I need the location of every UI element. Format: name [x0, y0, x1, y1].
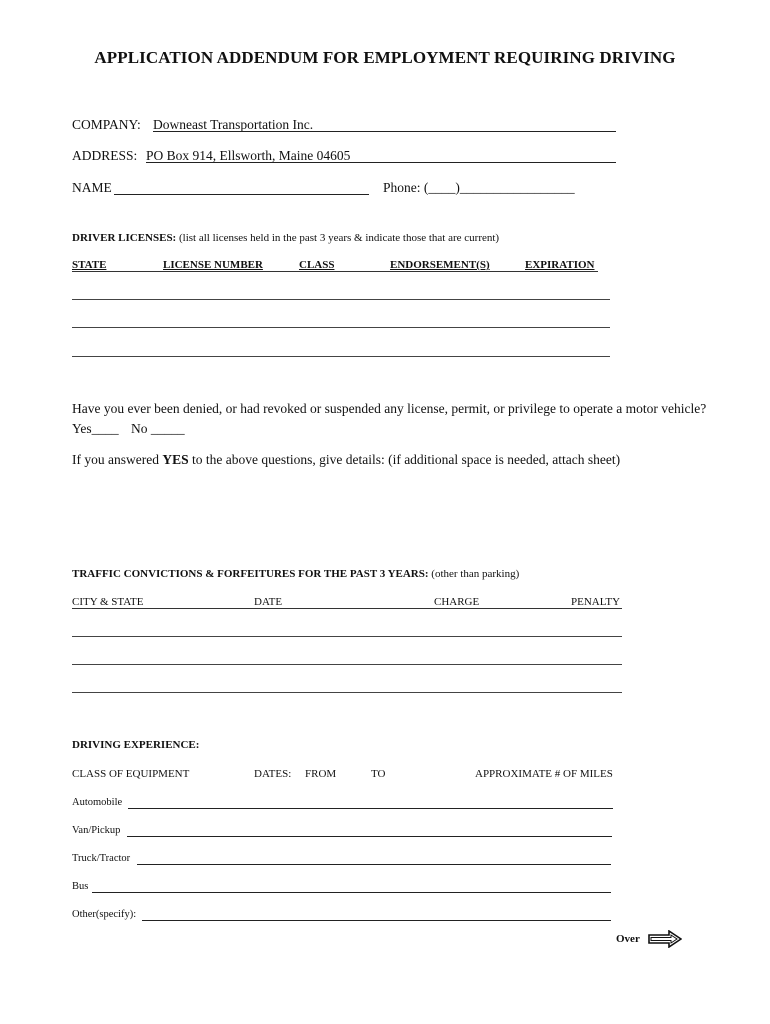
experience-row-van-pickup: Van/Pickup: [72, 825, 121, 836]
name-label: NAME: [72, 180, 112, 195]
licenses-col-expiration: EXPIRATION: [525, 259, 595, 271]
licenses-header-underline: [72, 271, 598, 272]
licenses-heading: DRIVER LICENSES:: [72, 232, 177, 244]
denied-question: Have you ever been denied, or had revoked or suspended any license, permit, or privilege to operate a motor vehicle?: [72, 401, 707, 416]
license-entry-line[interactable]: [72, 299, 610, 300]
licenses-col-class: CLASS: [299, 259, 335, 271]
convictions-section: [72, 568, 519, 580]
licenses-col-endorsements: ENDORSEMENT(S): [390, 259, 490, 271]
denied-no[interactable]: No _____: [131, 421, 185, 436]
details-yes: YES: [162, 452, 189, 467]
convictions-note: (other than parking): [431, 568, 520, 580]
convictions-col-penalty: PENALTY: [571, 596, 621, 608]
company-field[interactable]: [153, 131, 616, 132]
convictions-col-date: DATE: [254, 596, 283, 608]
convictions-col-city-state: CITY & STATE: [72, 596, 144, 608]
experience-row-bus: Bus: [72, 881, 89, 892]
company-label: COMPANY:: [72, 117, 141, 132]
experience-row-truck-tractor: Truck/Tractor: [72, 853, 131, 864]
over-label: Over: [616, 933, 640, 945]
van-pickup-field[interactable]: [127, 836, 612, 837]
denied-details-instruction: [72, 452, 620, 468]
experience-col-to: TO: [371, 768, 386, 780]
other-specify-field[interactable]: [142, 920, 611, 921]
license-entry-line[interactable]: [72, 356, 610, 357]
convictions-col-charge: CHARGE: [434, 596, 480, 608]
address-label: ADDRESS:: [72, 148, 138, 163]
truck-tractor-field[interactable]: [137, 864, 611, 865]
conviction-entry-line[interactable]: [72, 664, 622, 665]
bus-field[interactable]: [92, 892, 611, 893]
experience-row-automobile: Automobile: [72, 797, 123, 808]
experience-col-miles: APPROXIMATE # OF MILES: [475, 768, 613, 780]
details-post: to the above questions, give details: (if additional space is needed, attach sheet): [191, 452, 621, 467]
licenses-col-state: STATE: [72, 259, 107, 271]
conviction-entry-line[interactable]: [72, 692, 622, 693]
licenses-section: [72, 232, 499, 244]
convictions-heading: TRAFFIC CONVICTIONS & FORFEITURES FOR THE PAST 3 YEARS:: [72, 568, 429, 580]
experience-col-from: FROM: [305, 768, 337, 780]
experience-col-dates: DATES:: [254, 768, 292, 780]
page-title: APPLICATION ADDENDUM FOR EMPLOYMENT REQUIRING DRIVING: [94, 48, 676, 67]
denied-yes[interactable]: Yes____: [72, 421, 119, 436]
convictions-header-underline: [72, 608, 622, 609]
licenses-note: (list all licenses held in the past 3 years & indicate those that are current): [178, 232, 500, 244]
phone-label: Phone: (____)_________________: [383, 180, 575, 195]
experience-heading: DRIVING EXPERIENCE:: [72, 739, 200, 751]
conviction-entry-line[interactable]: [72, 636, 622, 637]
name-field[interactable]: [114, 194, 369, 195]
company-value: Downeast Transportation Inc.: [153, 117, 314, 132]
license-entry-line[interactable]: [72, 327, 610, 328]
licenses-col-license-number: LICENSE NUMBER: [163, 259, 263, 271]
experience-row-other: Other(specify):: [72, 909, 137, 920]
address-value: PO Box 914, Ellsworth, Maine 04605: [146, 148, 351, 163]
automobile-field[interactable]: [128, 808, 613, 809]
details-pre: If you answered: [72, 452, 159, 467]
experience-col-class: CLASS OF EQUIPMENT: [72, 768, 190, 780]
address-field[interactable]: [146, 162, 616, 163]
right-arrow-icon: [648, 930, 682, 948]
